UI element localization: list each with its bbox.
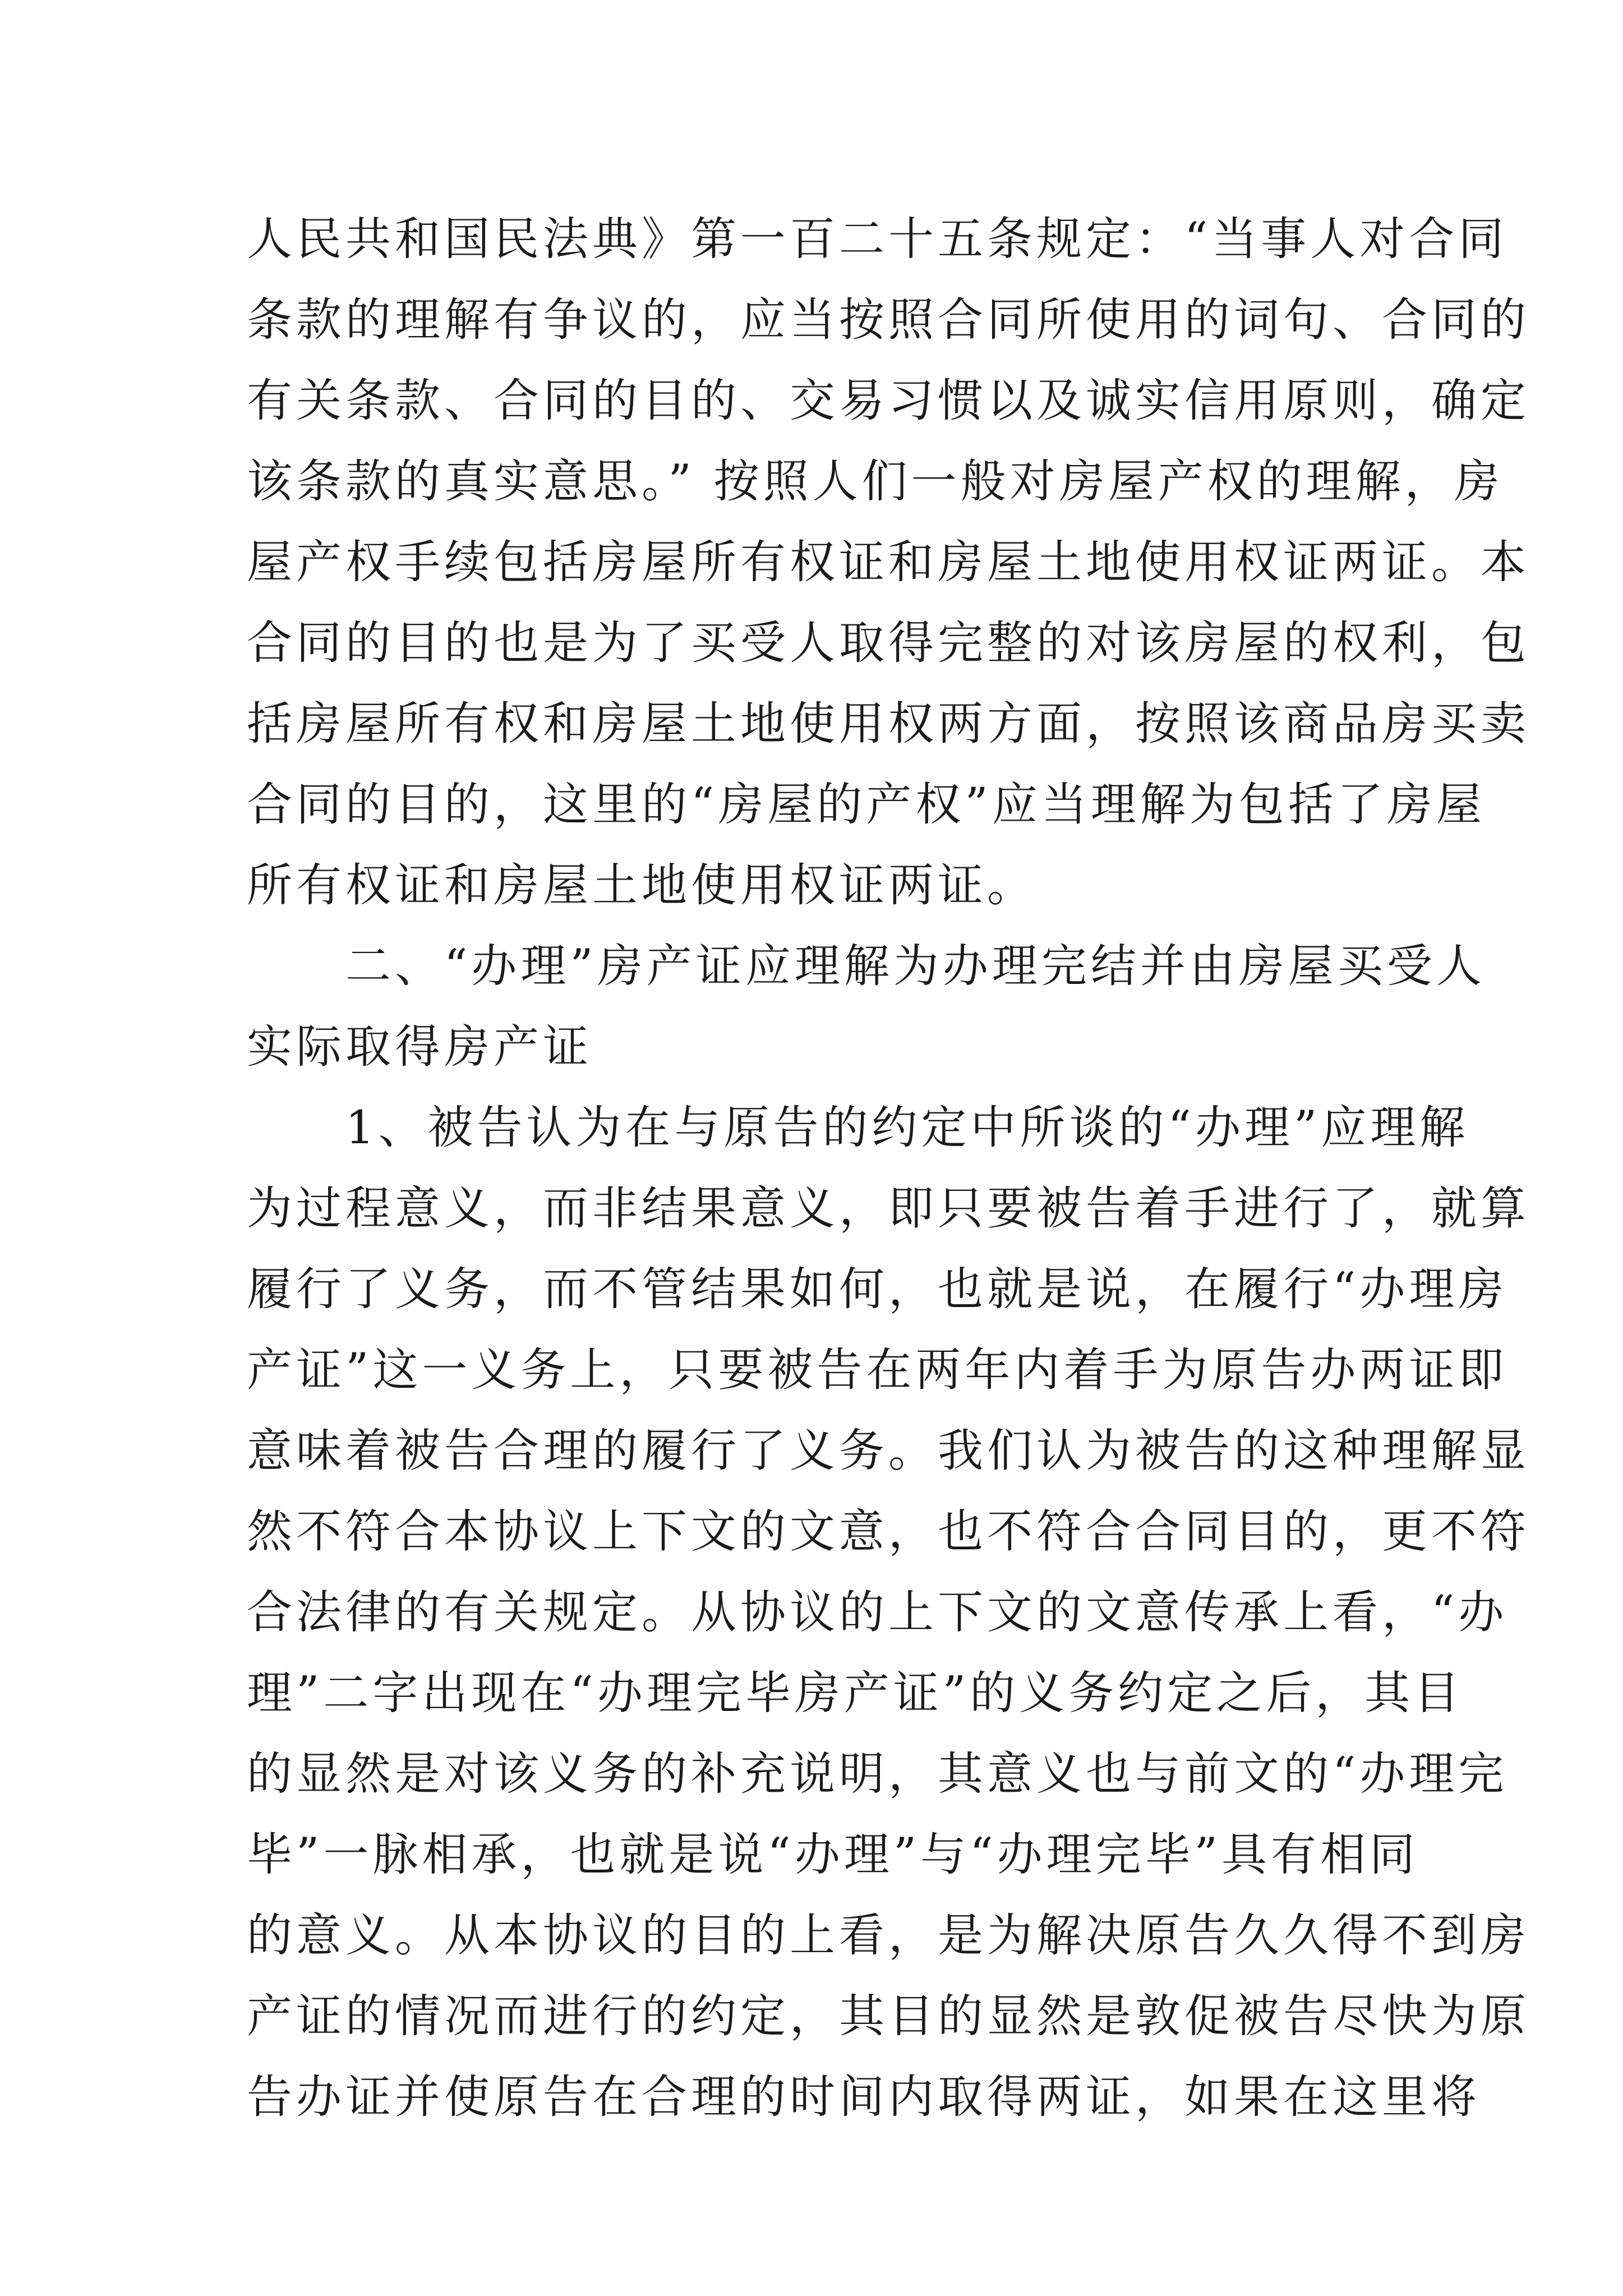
text-line: 括房屋所有权和房屋土地使用权两方面，按照该商品房买卖 [247, 698, 1530, 751]
text-line: 意味着被告合理的履行了义务。我们认为被告的这种理解显 [247, 1425, 1530, 1478]
text-line: 然不符合本协议上下文的文意，也不符合合同目的，更不符 [247, 1506, 1530, 1558]
text-line: 毕”一脉相承，也就是说“办理”与“办理完毕”具有相同 [247, 1829, 1419, 1881]
text-line: 所有权证和房屋土地使用权证两证。 [247, 859, 1037, 912]
text-line: 合法律的有关规定。从协议的上下文的文意传承上看，“办 [247, 1586, 1508, 1639]
text-line: 该条款的真实意思。” 按照人们一般对房屋产权的理解，房 [247, 455, 1504, 508]
text-line: 有关条款、合同的目的、交易习惯以及诚实信用原则，确定 [247, 375, 1530, 427]
text-line: 1、被告认为在与原告的约定中所谈的“办理”应理解 [247, 1102, 1469, 1154]
text-line: 履行了义务，而不管结果如何，也就是说，在履行“办理房 [247, 1263, 1508, 1316]
text-line: 告办证并使原告在合理的时间内取得两证，如果在这里将 [247, 2071, 1481, 2124]
text-line: 条款的理解有争议的，应当按照合同所使用的词句、合同的 [247, 294, 1530, 347]
document-body [247, 199, 1530, 2138]
text-line: 理”二字出现在“办理完毕房产证”的义务约定之后，其目 [247, 1667, 1464, 1720]
text-line: 产证的情况而进行的约定，其目的显然是敦促被告尽快为原 [247, 1990, 1530, 2043]
text-line: 产证”这一义务上，只要被告在两年内着手为原告办两证即 [247, 1344, 1508, 1397]
text-line: 为过程意义，而非结果意义，即只要被告着手进行了，就算 [247, 1182, 1530, 1235]
text-line: 合同的目的，这里的“房屋的产权”应当理解为包括了房屋 [247, 779, 1486, 831]
section-heading-line: 二、“办理”房产证应理解为办理完结并由房屋买受人 [247, 940, 1486, 993]
text-line: 合同的目的也是为了买受人取得完整的对该房屋的权利，包 [247, 617, 1530, 670]
section-heading-line: 实际取得房产证 [247, 1021, 593, 1074]
text-line: 的意义。从本协议的目的上看，是为解决原告久久得不到房 [247, 1910, 1530, 1962]
text-line: 人民共和国民法典》第一百二十五条规定：“当事人对合同 [247, 213, 1508, 266]
text-line: 屋产权手续包括房屋所有权证和房屋土地使用权证两证。本 [247, 536, 1530, 589]
text-line: 的显然是对该义务的补充说明，其意义也与前文的“办理完 [247, 1748, 1508, 1801]
